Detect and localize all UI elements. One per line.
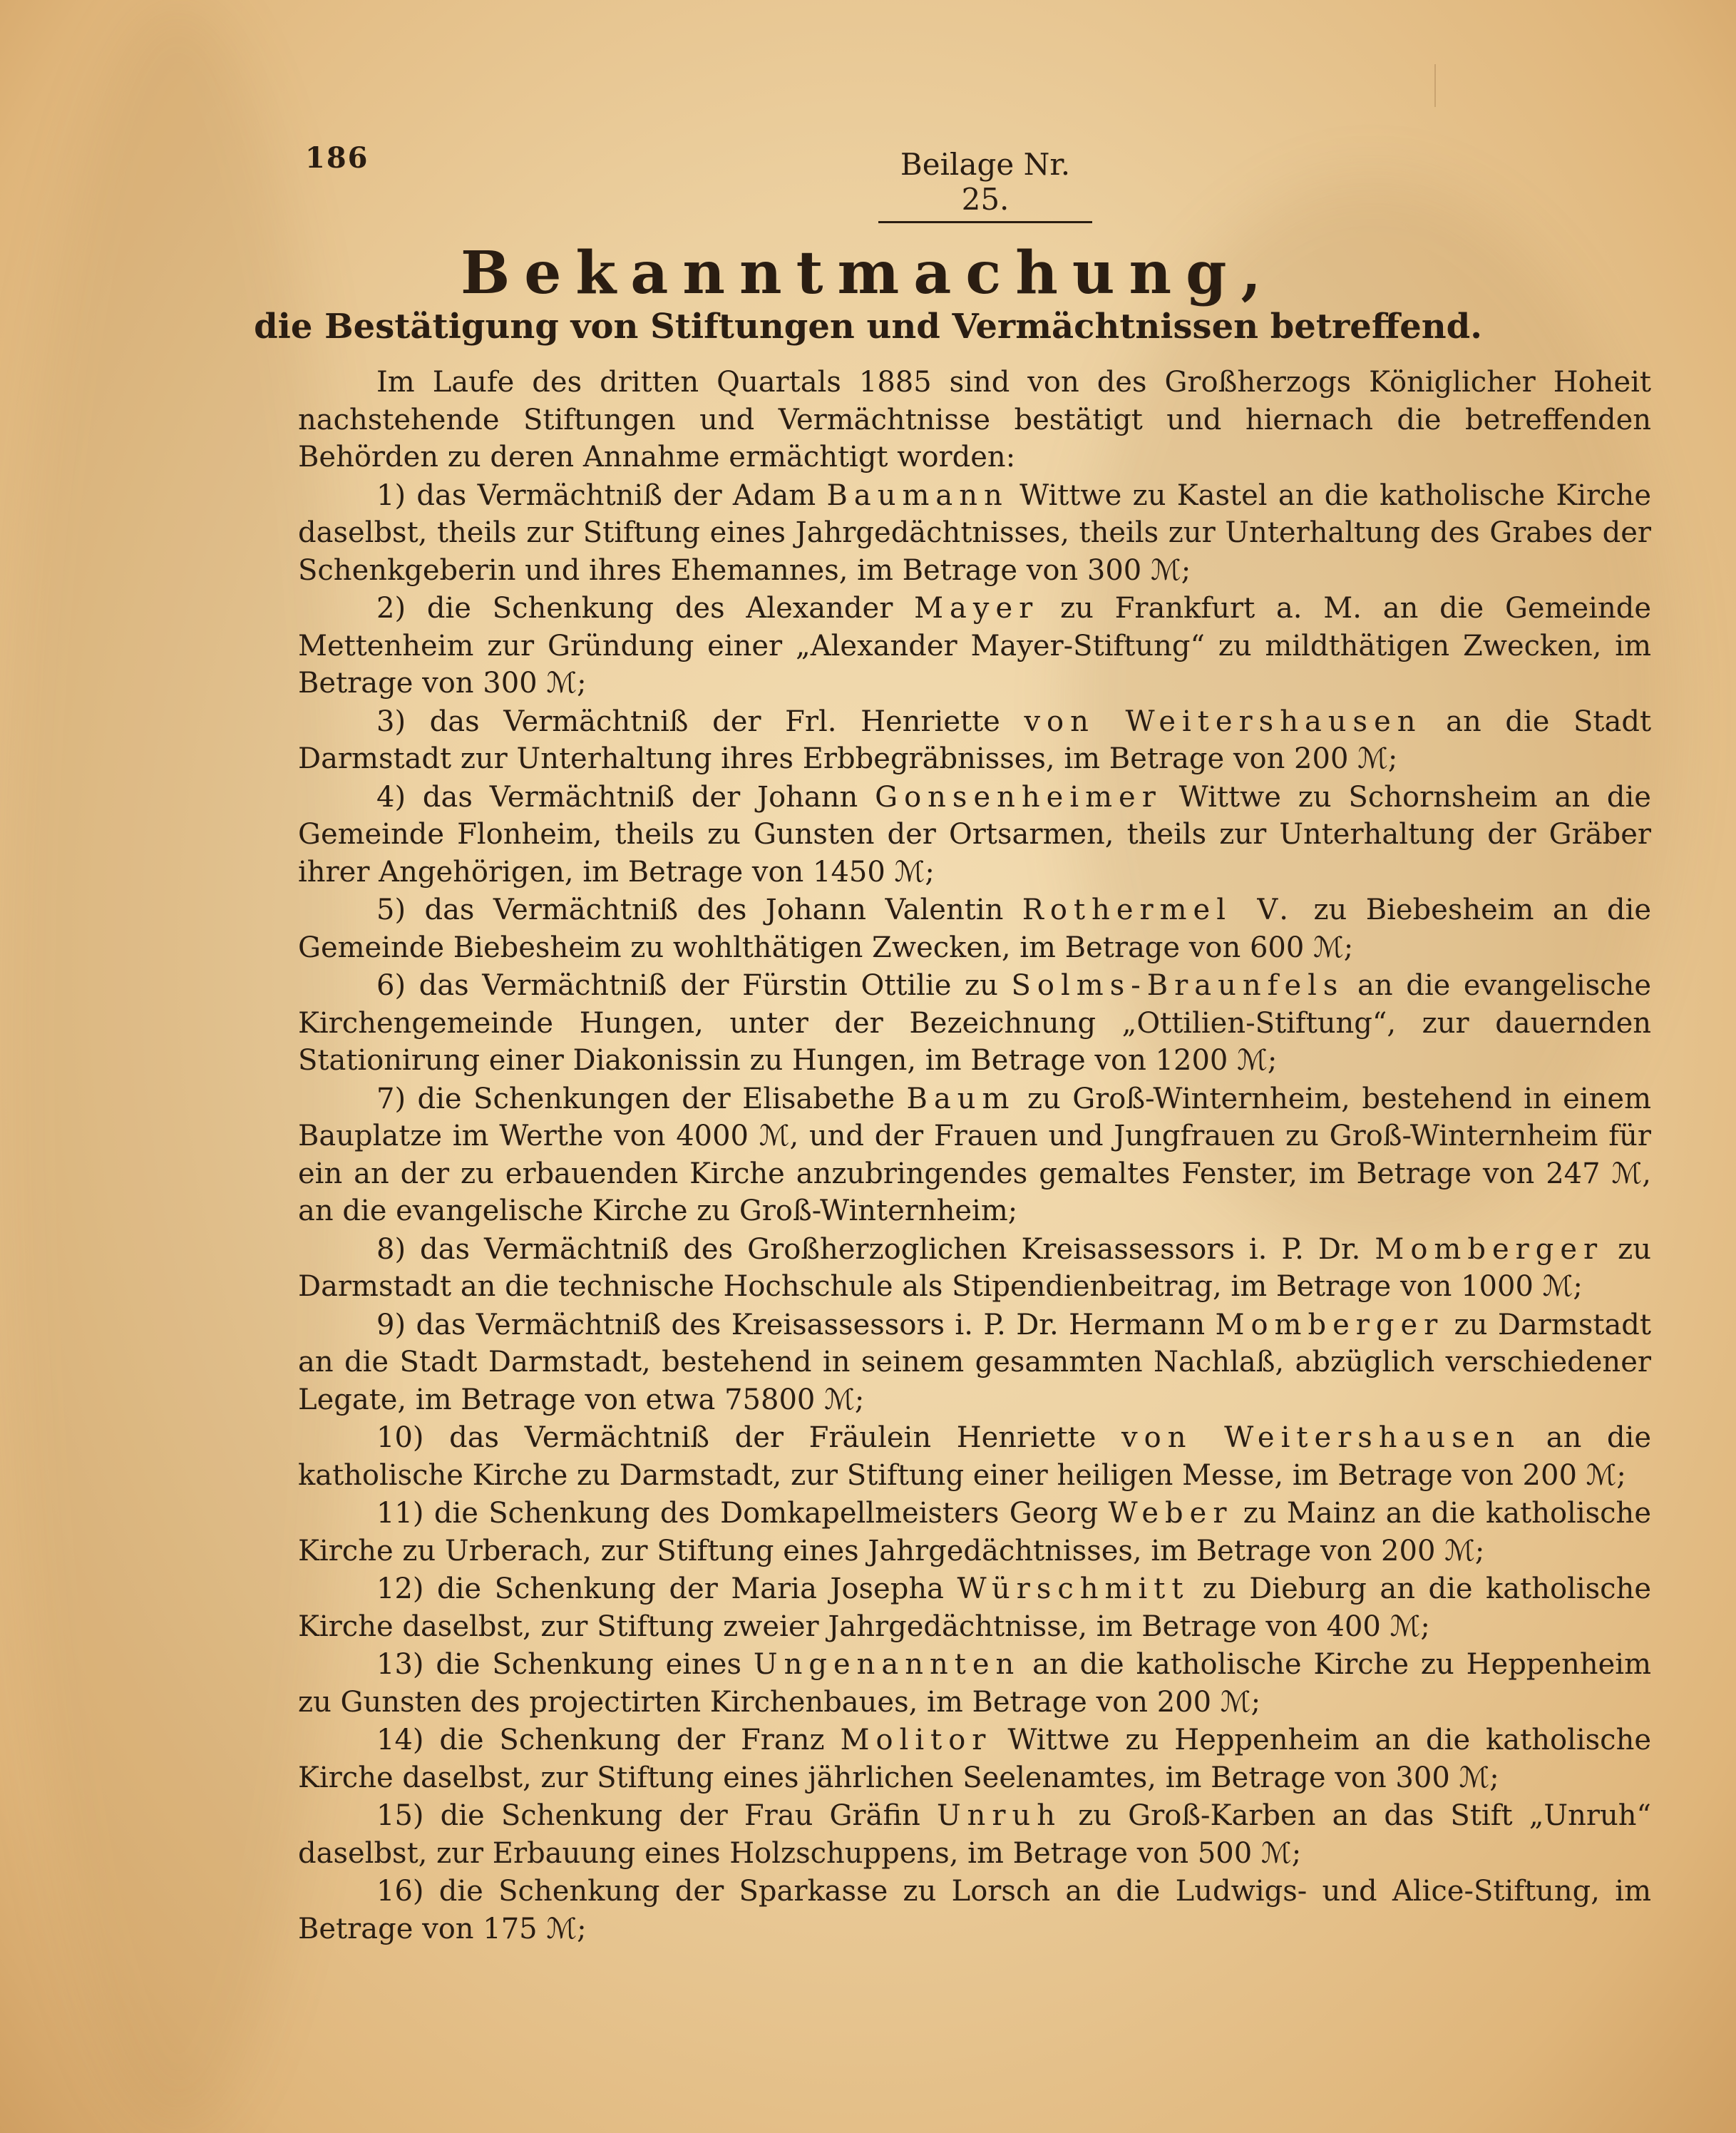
document-title: Bekanntmachung, (460, 239, 1276, 307)
list-item: 1) das Vermächtniß der Adam Baumann Wittwe zu Kastel an die katholische Kirche daselbst, theils zur Stiftung eines Jahrgedächtnisses, theils zur Unterhaltung des Grabes der Schenkgeberin und ihres Ehemannes, im Betrage von 300 ℳ; (298, 479, 1651, 587)
list-item: 6) das Vermächtniß der Fürstin Ottilie zu Solms-Braunfels an die evangelische Kirchengemeinde Hungen, unter der Bezeichnung „Ottilien-Stiftung“, zur dauernden Stationirung einer Diakonissin zu Hungen, im Betrage von 1200 ℳ; (298, 969, 1651, 1077)
page-number: 186 (305, 141, 369, 175)
list-item: 14) die Schenkung der Franz Molitor Wittwe zu Heppenheim an die katholische Kirche daselbst, zur Stiftung eines jährlichen Seelenamtes, im Betrage von 300 ℳ; (298, 1724, 1651, 1794)
document-subtitle: die Bestätigung von Stiftungen und Vermächtnissen betreffend. (254, 307, 1482, 347)
list-item: 11) die Schenkung des Domkapellmeisters Georg Weber zu Mainz an die katholische Kirche zu Urberach, zur Stiftung eines Jahrgedächtnisses, im Betrage von 200 ℳ; (298, 1497, 1651, 1567)
intro-paragraph: Im Laufe des dritten Quartals 1885 sind von des Großherzogs Königlicher Hoheit nachstehende Stiftungen und Vermächtnisse bestätigt und hiernach die betreffenden Behörden zu deren Annahme ermächtigt worden: (298, 366, 1651, 474)
list-item: 4) das Vermächtniß der Johann Gonsenheimer Wittwe zu Schornsheim an die Gemeinde Flonheim, theils zu Gunsten der Ortsarmen, theils zur Unterhaltung der Gräber ihrer Angehörigen, im Betrage von 1450 ℳ; (298, 780, 1651, 889)
paper-crease (1434, 64, 1436, 107)
document-body (298, 364, 1651, 1948)
supplement-label: Beilage Nr. 25. (878, 147, 1092, 223)
list-item: 7) die Schenkungen der Elisabethe Baum zu Groß-Winternheim, bestehend in einem Bauplatze im Werthe von 4000 ℳ, und der Frauen und Jungfrauen zu Groß-Winternheim für ein an der zu erbauenden Kirche anzubringendes gemaltes Fenster, im Betrage von 247 ℳ, an die evangelische Kirche zu Groß-Winternheim; (298, 1082, 1652, 1227)
list-item: 13) die Schenkung eines Ungenannten an die katholische Kirche zu Heppenheim zu Gunsten des projectirten Kirchenbaues, im Betrage von 200 ℳ; (298, 1648, 1652, 1719)
list-item: 15) die Schenkung der Frau Gräfin Unruh zu Groß-Karben an das Stift „Unruh“ daselbst, zur Erbauung eines Holzschuppens, im Betrage von 500 ℳ; (298, 1799, 1651, 1870)
list-item: 3) das Vermächtniß der Frl. Henriette von Weitershausen an die Stadt Darmstadt zur Unterhaltung ihres Erbbegräbnisses, im Betrage von 200 ℳ; (298, 705, 1652, 775)
list-item: 2) die Schenkung des Alexander Mayer zu Frankfurt a. M. an die Gemeinde Mettenheim zur Gründung einer „Alexander Mayer-Stiftung“ zu mildthätigen Zwecken, im Betrage von 300 ℳ; (298, 592, 1652, 700)
list-item: 8) das Vermächtniß des Großherzoglichen Kreisassessors i. P. Dr. Momberger zu Darmstadt an die technische Hochschule als Stipendienbeitrag, im Betrage von 1000 ℳ; (298, 1232, 1651, 1303)
list-item: 5) das Vermächtniß des Johann Valentin Rothermel V. zu Biebesheim an die Gemeinde Biebesheim zu wohlthätigen Zwecken, im Betrage von 600 ℳ; (298, 894, 1652, 964)
list-item: 10) das Vermächtniß der Fräulein Henriette von Weitershausen an die katholische Kirche zu Darmstadt, zur Stiftung einer heiligen Messe, im Betrage von 200 ℳ; (298, 1421, 1652, 1492)
list-item: 9) das Vermächtniß des Kreisassessors i. P. Dr. Hermann Momberger zu Darmstadt an die Stadt Darmstadt, bestehend in seinem gesammten Nachlaß, abzüglich verschiedener Legate, im Betrage von etwa 75800 ℳ; (298, 1308, 1651, 1416)
list-item: 12) die Schenkung der Maria Josepha Würschmitt zu Dieburg an die katholische Kirche daselbst, zur Stiftung zweier Jahrgedächtnisse, im Betrage von 400 ℳ; (298, 1572, 1651, 1643)
list-item: 16) die Schenkung der Sparkasse zu Lorsch an die Ludwigs- und Alice-Stiftung, im Betrage von 175 ℳ; (298, 1875, 1651, 1945)
